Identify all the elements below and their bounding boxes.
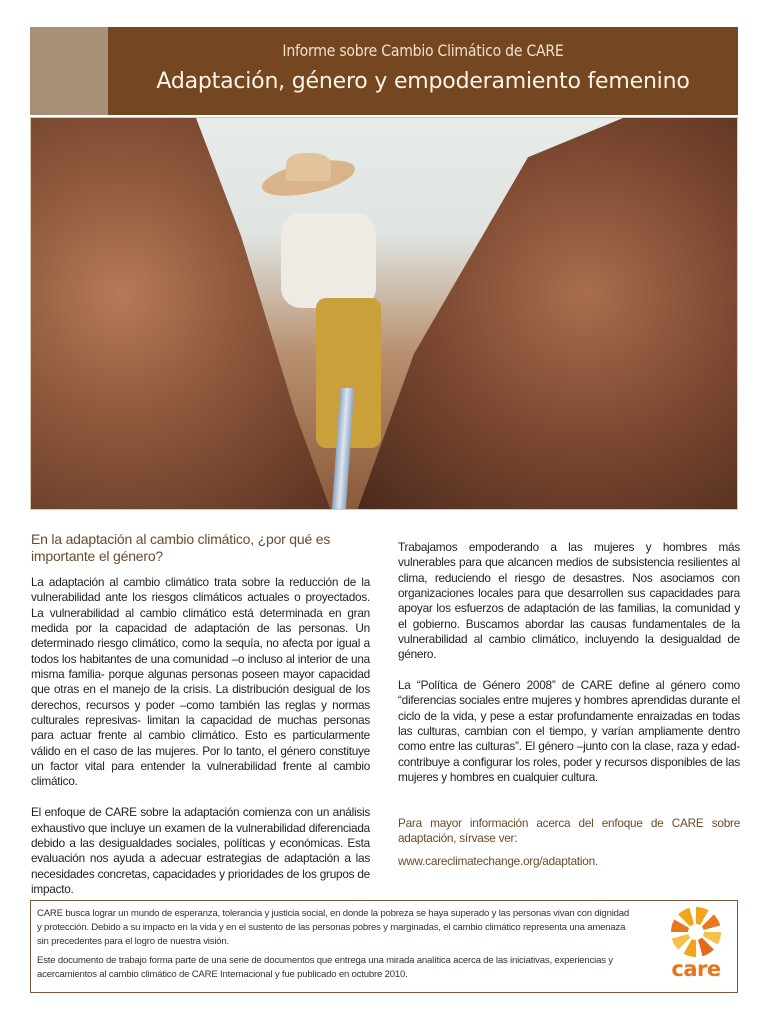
paragraph: Trabajamos empoderando a las mujeres y hombres más vulnerables para que alcancen medios de subsistencia resilientes al clima, reduciendo el riesgo de desastres. Nos asociamos con organizaciones locales para que desarrollen sus capacidades para apoyar los esfuerzos de adaptación de las familias, la comunidad y el gobierno. Buscamos abordar las causas fundamentales de la vulnerabilidad al cambio climático, incluyendo la desigualdad de género.	[398, 540, 740, 662]
paragraph: La “Política de Género 2008” de CARE define al género como “diferencias sociales entre mujeres y hombres aprendidas durante el ciclo de la vida, y pese a estar profundamente enraizadas en todas las culturas, cambian con el tiempo, y varían ampliamente dentro como entre las culturas”. El género –junto con la clase, raza y edad- contribuye a configurar los roles, poder y recursos disponibles de las mujeres y hombres en cualquier cultura.	[398, 678, 740, 785]
care-logo-text: care	[671, 957, 721, 981]
paragraph: La adaptación al cambio climático trata sobre la reducción de la vulnerabilidad ante los riesgos climáticos actuales o proyectados. La vulnerabilidad al cambio climático está determinada en gran medida por la capacidad de adaptación de las personas. Un determinado riesgo climático, como la sequía, no afecta por igual a todos los habitantes de una comunidad –o incluso al interior de una misma familia- porque algunas personas poseen mayor capacidad que otras en el manejo de la crisis. La distribución desigual de los derechos, recursos y poder –como también las reglas y normas culturales represivas- limitan la capacidad de muchas personas para actuar frente al cambio climático. Esto es particularmente válido en el caso de las mujeres. Por lo tanto, el género constituye un factor vital para entender la vulnerabilidad frente al cambio climático.	[31, 575, 370, 789]
photo-trench-wall-right	[357, 118, 737, 510]
footer-note: Este documento de trabajo forma parte de una serie de documentos que entrega una mirada analítica acerca de las iniciativas, experiencias y acercamientos al cambio climático de CARE Internacional y fue publicado en octubre 2010.	[37, 955, 613, 980]
paragraph: El enfoque de CARE sobre la adaptación comienza con un análisis exhaustivo que incluye un examen de la vulnerabilidad diferenciada debido a las desigualdades sociales, políticas y económicas. Esta evaluación nos ayuda a adecuar estrategias de adaptación a las necesidades concretas, capacidades y prioridades de los grupos de impacto.	[31, 805, 370, 896]
footer-box	[30, 900, 738, 993]
care-logo	[665, 907, 727, 987]
cover-photo-woman-digging-trench	[30, 117, 738, 510]
photo-hat-crown	[286, 153, 331, 181]
adaptation-link[interactable]: www.careclimatechange.org/adaptation.	[398, 854, 598, 869]
section-heading: En la adaptación al cambio climático, ¿por qué es importante el género?	[31, 531, 331, 564]
care-hands-logo-icon	[671, 907, 721, 957]
left-column	[31, 531, 370, 913]
footer-mission: CARE busca lograr un mundo de esperanza, tolerancia y justicia social, en donde la pobreza se haya superado y las personas vivan con dignidad y protección. Debido a su impacto en la vida y en el sustento de las personas pobres y marginadas, el cambio climático representa una amenaza sin precedentes para el logro de nuestra visión.	[37, 908, 630, 947]
more-info-text: Para mayor información acerca del enfoque de CARE sobre adaptación, sírvase ver:	[398, 815, 740, 845]
header-subtitle: Informe sobre Cambio Climático de CARE	[282, 41, 564, 60]
header-banner	[108, 27, 738, 115]
page-title: Adaptación, género y empoderamiento femenino	[156, 69, 690, 94]
right-column	[398, 540, 740, 885]
header-accent-block	[30, 27, 108, 115]
photo-shirt	[281, 213, 376, 308]
